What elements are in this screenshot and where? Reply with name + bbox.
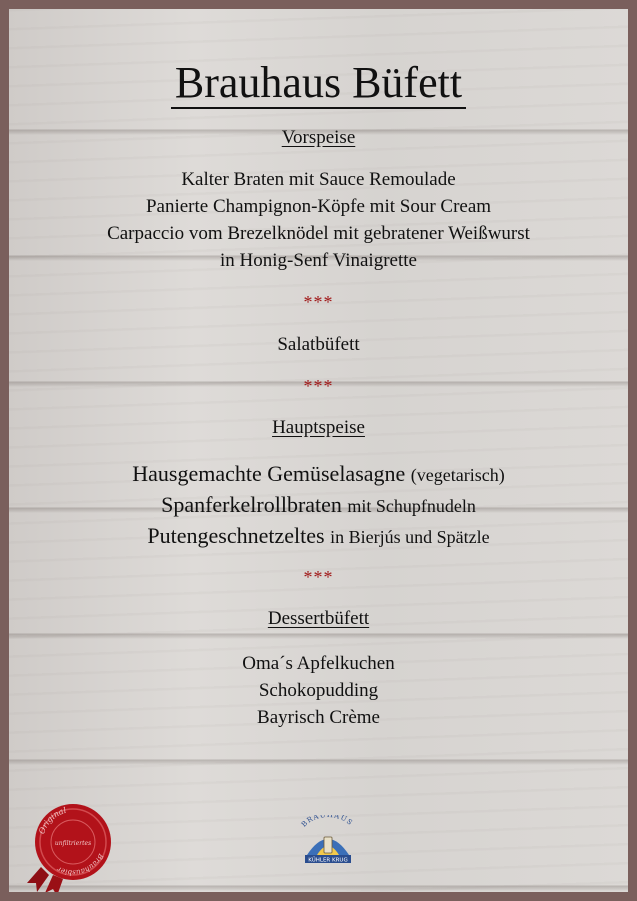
wax-seal-icon <box>23 797 123 901</box>
menu-title-text: Brauhaus Büfett <box>171 58 466 109</box>
dish-detail: (vegetarisch) <box>410 465 505 485</box>
main-list <box>9 459 628 552</box>
section-heading-main <box>9 417 628 439</box>
section-heading-dessert <box>9 608 628 630</box>
dish-name: Putengeschnetzeltes <box>147 523 325 548</box>
svg-text:BRAUHAUS: BRAUHAUS <box>299 815 355 829</box>
starter-heading-text: Vorspeise <box>281 127 356 148</box>
list-item <box>9 490 628 521</box>
svg-text:Original: Original <box>37 805 68 836</box>
list-item: Carpaccio vom Brezelknödel mit gebratener Weißwurst <box>107 223 530 244</box>
dish-detail: mit Schupfnudeln <box>347 496 476 516</box>
list-item: Schokopudding <box>258 680 379 701</box>
list-item: Kalter Braten mit Sauce Remoulade <box>181 169 456 190</box>
list-item <box>9 521 628 552</box>
list-item: Bayrisch Crème <box>257 707 380 728</box>
main-heading-text: Hauptspeise <box>272 417 365 438</box>
list-item <box>9 459 628 490</box>
dish-name: Spanferkelrollbraten <box>161 492 342 517</box>
list-item: Oma´s Apfelkuchen <box>242 653 395 674</box>
menu-title <box>9 59 628 107</box>
salad-label: Salatbüfett <box>277 334 360 355</box>
dessert-heading-text: Dessertbüfett <box>267 608 370 629</box>
list-item: in Honig-Senf Vinaigrette <box>220 250 417 271</box>
separator-3: *** <box>303 567 334 587</box>
svg-text:Brauhausbier: Brauhausbier <box>55 852 105 877</box>
dessert-list <box>9 650 628 731</box>
separator-1: *** <box>303 292 334 312</box>
dish-detail: in Bierjús und Spätzle <box>330 527 490 547</box>
starter-list <box>9 166 628 274</box>
list-item: Panierte Champignon-Köpfe mit Sour Cream <box>145 196 492 217</box>
svg-text:KÜHLER KRUG: KÜHLER KRUG <box>308 857 348 864</box>
separator-2: *** <box>303 376 334 396</box>
section-heading-starter <box>9 127 628 149</box>
svg-text:unfiltriertes: unfiltriertes <box>54 840 92 847</box>
dish-name: Hausgemachte Gemüselasagne <box>132 461 406 486</box>
brauhaus-logo-icon <box>293 815 363 874</box>
